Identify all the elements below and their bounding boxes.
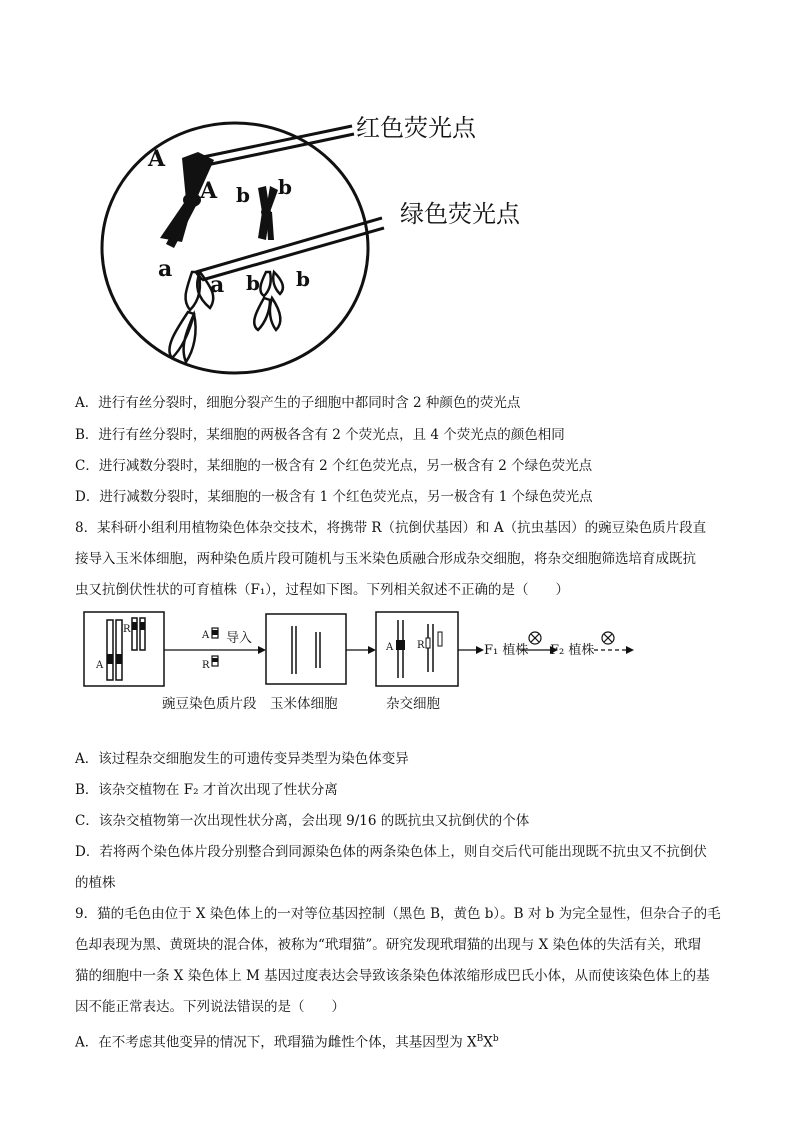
- q7-option-d: D．进行减数分裂时，某细胞的一极含有 1 个红色荧光点，另一极含有 1 个绿色荧光点: [75, 489, 593, 505]
- gene-label: a: [158, 256, 173, 282]
- hybrid-gene-A: A: [386, 642, 394, 653]
- f2-plant-label: F₂ 植株: [550, 643, 595, 658]
- selfing-symbol: [602, 632, 614, 644]
- allele-superscript: B: [476, 1034, 484, 1044]
- gene-A-label: A: [96, 660, 104, 671]
- q8-stem-line: 虫又抗倒伏性状的可育植株（F₁），过程如下图。下列相关叙述不正确的是（ ）: [75, 582, 570, 598]
- gene-R-label: R: [123, 624, 131, 635]
- red-fluorescent-label: 红色荧光点: [356, 114, 476, 142]
- q8-option-d-continued: 的植株: [75, 875, 116, 891]
- fragment-A-label: A: [202, 630, 210, 641]
- allele-superscript: b: [492, 1034, 499, 1044]
- gene-label: A: [148, 146, 166, 172]
- gene-label: b: [236, 183, 250, 207]
- gene-label: b: [246, 271, 260, 295]
- q7-option-b: B．进行有丝分裂时，某细胞的两极各含有 2 个荧光点，且 4 个荧光点的颜色相同: [75, 427, 565, 443]
- chromosome-a-pair: [169, 272, 213, 362]
- selfing-symbol: [529, 632, 541, 644]
- cell-figure: [90, 100, 570, 380]
- q7-option-a: A．进行有丝分裂时，细胞分裂产生的子细胞中都同时含 2 种颜色的荧光点: [75, 395, 521, 411]
- gene-label: a: [210, 272, 225, 298]
- q8-option-b: B．该杂交植物在 F₂ 才首次出现了性状分离: [75, 782, 338, 798]
- q8-option-a: A．该过程杂交细胞发生的可遗传变异类型为染色体变异: [75, 751, 409, 767]
- chromosome-b-pair: [258, 186, 278, 240]
- q8-option-c: C．该杂交植物第一次出现性状分离，会出现 9/16 的既抗虫又抗倒伏的个体: [75, 813, 530, 829]
- gene-label: b: [278, 175, 292, 199]
- hybridization-diagram: [80, 610, 640, 690]
- hybrid-gene-R: R: [417, 640, 425, 651]
- green-probe: [196, 218, 384, 280]
- q8-option-d: D．若将两个染色体片段分别整合到同源染色体的两条染色体上，则自交后代可能出现既不抗虫又不抗倒伏: [75, 844, 707, 860]
- gene-label: b: [296, 267, 310, 291]
- q9-option-a: [75, 1030, 499, 1052]
- x-chromosome: X: [483, 1034, 493, 1051]
- fragment-R-label: R: [202, 660, 210, 671]
- q8-stem-line: 接导入玉米体细胞，两种染色质片段可随机与玉米染色质融合形成杂交细胞，将杂交细胞筛选培育成既抗: [75, 551, 696, 567]
- green-fluorescent-label: 绿色荧光点: [400, 200, 520, 228]
- gene-label: A: [200, 178, 218, 204]
- caption-corn-cell: 玉米体细胞: [270, 696, 338, 712]
- q9-stem-line: 色却表现为黑、黄斑块的混合体，被称为“玳瑁猫”。研究发现玳瑁猫的出现与 X 染色体的失活有关，玳瑁: [75, 937, 701, 953]
- q9-stem-line: 因不能正常表达。下列说法错误的是（ ）: [75, 999, 345, 1015]
- corn-cell-box: [266, 614, 346, 684]
- q9-stem-line: 9．猫的毛色由位于 X 染色体上的一对等位基因控制（黑色 B，黄色 b）。B 对 b 为完全显性，但杂合子的毛: [75, 906, 721, 922]
- f1-plant-label: F₁ 植株: [484, 643, 529, 658]
- q9-stem-line: 猫的细胞中一条 X 染色体上 M 基因过度表达会导致该条染色体浓缩形成巴氏小体，从而使该染色体上的基: [75, 968, 710, 984]
- q7-option-c: C．进行减数分裂时，某细胞的一极含有 2 个红色荧光点，另一极含有 2 个绿色荧光点: [75, 458, 593, 474]
- caption-pea-chromatin: 豌豆染色质片段: [162, 696, 257, 712]
- caption-hybrid-cell: 杂交细胞: [386, 696, 440, 712]
- import-label: 导入: [226, 631, 253, 646]
- q8-stem-line: 8．某科研小组利用植物染色体杂交技术，将携带 R（抗倒伏基因）和 A（抗虫基因）的豌豆染色质片段直: [75, 520, 707, 536]
- q9-option-a-text: A．在不考虑其他变异的情况下，玳瑁猫为雌性个体，其基因型为 X: [75, 1034, 477, 1051]
